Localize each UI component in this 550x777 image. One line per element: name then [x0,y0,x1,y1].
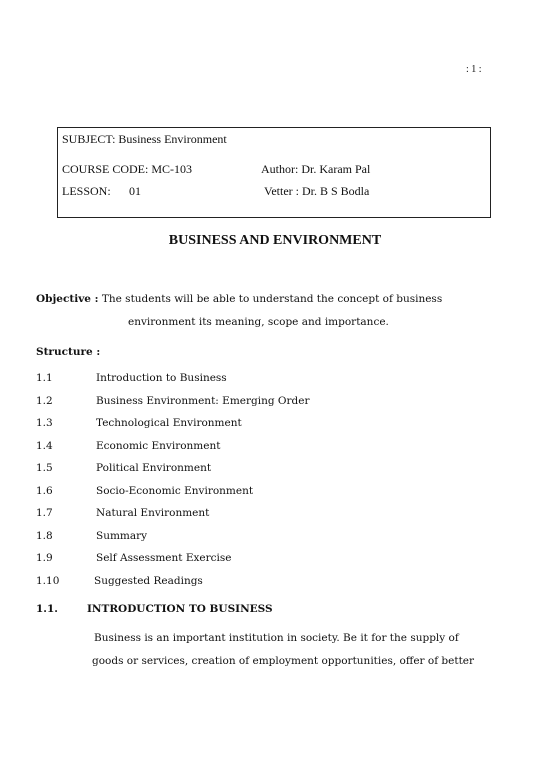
item-title: Technological Environment [96,417,242,429]
item-number: 1.4 [36,439,53,452]
item-title: Economic Environment [96,439,221,452]
section-heading [36,603,273,615]
item-number: 1.10 [36,574,60,587]
objective-paragraph [36,288,488,334]
item-title: Business Environment: Emerging Order [96,394,310,407]
item-title: Socio-Economic Environment [96,484,254,497]
item-number: 1.9 [36,552,53,564]
document-title: BUSINESS AND ENVIRONMENT [168,233,382,248]
body-line-1: Business is an important institution in society. Be it for the supply of [94,632,459,644]
objective-line-1: The students will be able to understand the concept of business [101,293,443,305]
lesson-label: LESSON: [62,184,111,198]
item-number: 1.2 [36,394,53,407]
item-number: 1.3 [36,417,53,429]
author: Author: Dr. Karam Pal [261,162,371,176]
item-title: Self Assessment Exercise [96,552,232,564]
item-number: 1.1 [36,372,53,384]
item-title: Summary [96,529,148,542]
objective-label: Objective : [36,293,99,305]
course-info-box [57,127,491,218]
item-title: Political Environment [96,462,212,474]
objective-line-2: environment its meaning, scope and importance. [128,316,389,328]
item-number: 1.7 [36,507,53,519]
lesson-number: 01 [129,184,141,198]
item-number: 1.8 [36,529,53,542]
structure-label: Structure : [36,346,101,358]
page-number: : 1 : [466,64,482,75]
vetter: Vetter : Dr. B S Bodla [264,184,370,198]
item-number: 1.5 [36,462,53,474]
body-line-2: goods or services, creation of employment opportunities, offer of better [92,655,475,667]
item-title: Suggested Readings [94,574,203,587]
section-number: 1.1. [36,603,58,615]
item-title: Introduction to Business [96,372,227,384]
item-number: 1.6 [36,484,53,497]
course-code: COURSE CODE: MC-103 [62,162,193,176]
subject-line: SUBJECT: Business Environment [62,132,227,146]
body-paragraph [94,627,488,673]
item-title: Natural Environment [96,507,210,519]
section-title: INTRODUCTION TO BUSINESS [87,603,273,615]
